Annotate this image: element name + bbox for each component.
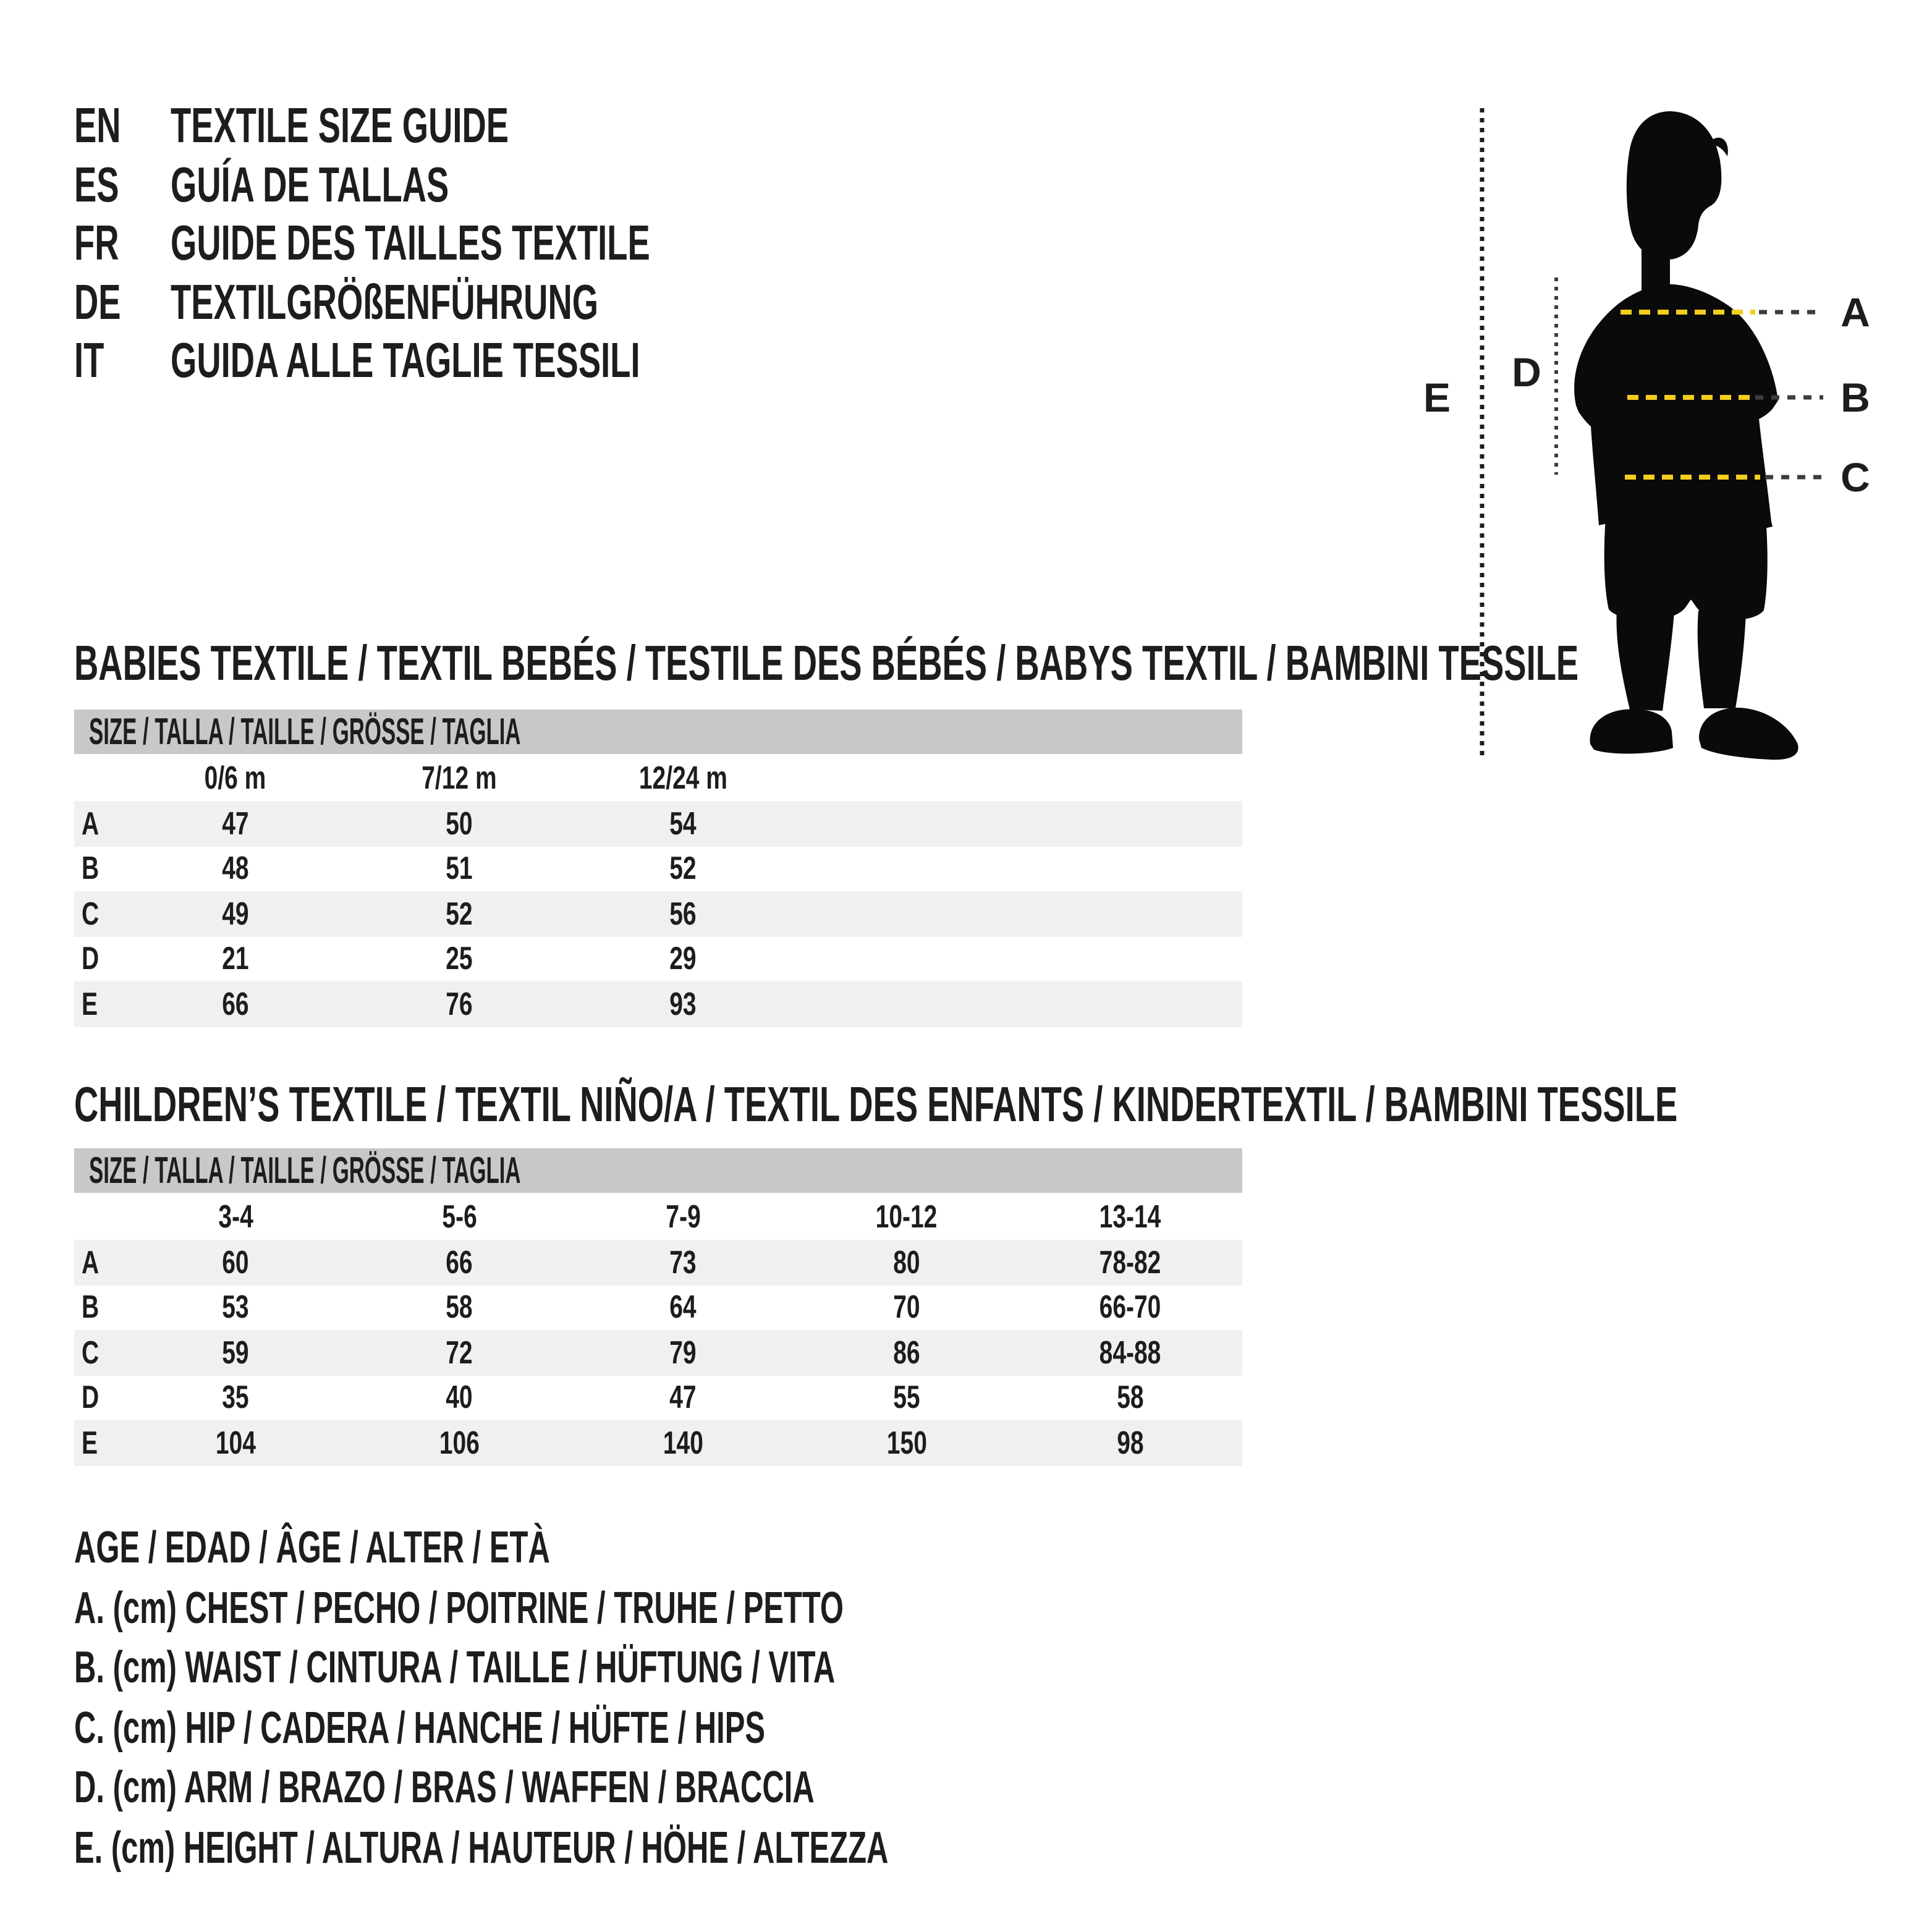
table-cell: 98 bbox=[1117, 1423, 1144, 1461]
corner-cell bbox=[74, 754, 124, 801]
filler-cell bbox=[795, 846, 1242, 891]
table-cell: 52 bbox=[669, 849, 697, 887]
table-cell: 59 bbox=[222, 1333, 249, 1371]
language-code: DE bbox=[74, 275, 121, 330]
table-cell: 150 bbox=[886, 1423, 927, 1461]
table-cell: 86 bbox=[893, 1333, 920, 1371]
babies-section-title: BABIES TEXTILE / TEXTIL BEBÉS / TESTILE DES BÉBÉS / BABYS TEXTIL / BAMBINI TESSILE bbox=[74, 637, 1579, 691]
table-cell: 53 bbox=[222, 1288, 249, 1326]
table-cell: 40 bbox=[446, 1378, 473, 1416]
children-age-header-row bbox=[74, 1193, 1242, 1240]
table-row bbox=[74, 801, 1242, 846]
language-header bbox=[74, 98, 876, 391]
row-label: A bbox=[82, 804, 100, 842]
table-cell: 21 bbox=[222, 939, 249, 977]
table-cell: 47 bbox=[669, 1378, 697, 1416]
row-label: B bbox=[82, 1288, 100, 1326]
filler-cell bbox=[795, 754, 1242, 801]
row-label: D bbox=[82, 1378, 100, 1416]
children-section-title: CHILDREN’S TEXTILE / TEXTIL NIÑO/A / TEXTIL DES ENFANTS / KINDERTEXTIL / BAMBINI TESSILE bbox=[74, 1078, 1678, 1132]
column-header: 7-9 bbox=[665, 1197, 701, 1234]
table-cell: 58 bbox=[1117, 1378, 1144, 1416]
table-cell: 51 bbox=[446, 849, 473, 887]
row-label: B bbox=[82, 849, 100, 887]
arm-label: D bbox=[1512, 349, 1541, 395]
silhouette-shirt bbox=[1574, 284, 1778, 533]
children-table bbox=[74, 1193, 1242, 1465]
table-cell: 70 bbox=[893, 1288, 920, 1326]
babies-size-table bbox=[74, 710, 1242, 1027]
children-size-table bbox=[74, 1148, 1242, 1465]
babies-size-header-bar: SIZE / TALLA / TAILLE / GRÖSSE / TAGLIA bbox=[74, 710, 1242, 754]
table-cell: 72 bbox=[446, 1333, 473, 1371]
language-code: ES bbox=[74, 158, 119, 213]
table-cell: 35 bbox=[222, 1378, 249, 1416]
column-header: 3-4 bbox=[218, 1197, 253, 1234]
table-cell: 55 bbox=[893, 1378, 920, 1416]
filler-cell bbox=[795, 891, 1242, 936]
legend-waist: B. (cm) WAIST / CINTURA / TAILLE / HÜFTUNG / VITA bbox=[74, 1642, 836, 1692]
table-cell: 60 bbox=[222, 1243, 249, 1281]
guide-title-de: TEXTILGRÖßENFÜHRUNG bbox=[171, 275, 599, 330]
column-header: 10-12 bbox=[876, 1197, 938, 1234]
children-size-header-bar: SIZE / TALLA / TAILLE / GRÖSSE / TAGLIA bbox=[74, 1148, 1242, 1193]
row-label: D bbox=[82, 939, 100, 977]
guide-title-it: GUIDA ALLE TAGLIE TESSILI bbox=[171, 334, 640, 389]
table-cell: 66 bbox=[222, 985, 249, 1022]
silhouette-left-shoe bbox=[1590, 709, 1673, 753]
column-header: 13-14 bbox=[1099, 1197, 1161, 1234]
filler-cell bbox=[795, 981, 1242, 1027]
filler-cell bbox=[795, 936, 1242, 981]
language-code: EN bbox=[74, 99, 121, 154]
guide-title-en: TEXTILE SIZE GUIDE bbox=[171, 99, 509, 154]
table-row bbox=[74, 936, 1242, 981]
table-cell: 54 bbox=[669, 804, 697, 842]
table-cell: 66-70 bbox=[1099, 1288, 1161, 1326]
legend-height: E. (cm) HEIGHT / ALTURA / HAUTEUR / HÖHE / ALTEZZA bbox=[74, 1821, 889, 1872]
babies-table bbox=[74, 754, 1242, 1027]
table-cell: 140 bbox=[663, 1423, 703, 1461]
table-cell: 48 bbox=[222, 849, 249, 887]
table-row bbox=[74, 1375, 1242, 1420]
language-code: IT bbox=[74, 334, 104, 389]
table-cell: 78-82 bbox=[1099, 1243, 1161, 1281]
row-label: C bbox=[82, 1333, 100, 1371]
height-label: E bbox=[1423, 375, 1451, 420]
table-cell: 80 bbox=[893, 1243, 920, 1281]
silhouette-right-shoe bbox=[1699, 708, 1799, 760]
table-row bbox=[74, 1285, 1242, 1330]
table-row bbox=[74, 891, 1242, 936]
table-row bbox=[74, 846, 1242, 891]
table-cell: 58 bbox=[446, 1288, 473, 1326]
language-code: FR bbox=[74, 216, 119, 271]
table-cell: 47 bbox=[222, 804, 249, 842]
column-header: 5-6 bbox=[441, 1197, 477, 1234]
babies-age-header-row bbox=[74, 754, 1242, 801]
table-cell: 93 bbox=[669, 985, 697, 1022]
chest-label: A bbox=[1841, 289, 1870, 335]
guide-title-fr: GUIDE DES TAILLES TEXTILE bbox=[171, 216, 650, 271]
legend-hip: C. (cm) HIP / CADERA / HANCHE / HÜFTE / HIPS bbox=[74, 1701, 766, 1752]
filler-cell bbox=[795, 801, 1242, 846]
column-header: 12/24 m bbox=[638, 758, 727, 795]
guide-title-es: GUÍA DE TALLAS bbox=[171, 158, 449, 213]
table-cell: 25 bbox=[446, 939, 473, 977]
table-cell: 106 bbox=[439, 1423, 480, 1461]
table-cell: 49 bbox=[222, 894, 249, 932]
row-label: A bbox=[82, 1243, 100, 1281]
row-label: C bbox=[82, 894, 100, 932]
legend-chest: A. (cm) CHEST / PECHO / POITRINE / TRUHE / PETTO bbox=[74, 1582, 844, 1632]
hip-label: C bbox=[1841, 454, 1870, 500]
row-label: E bbox=[82, 985, 98, 1022]
table-row bbox=[74, 1330, 1242, 1375]
column-header: 7/12 m bbox=[422, 758, 497, 795]
table-cell: 84-88 bbox=[1099, 1333, 1161, 1371]
table-cell: 56 bbox=[669, 894, 697, 932]
table-cell: 29 bbox=[669, 939, 697, 977]
table-cell: 64 bbox=[669, 1288, 697, 1326]
table-cell: 76 bbox=[446, 985, 473, 1022]
language-row-it bbox=[74, 333, 876, 391]
language-row-de bbox=[74, 274, 876, 333]
table-cell: 52 bbox=[446, 894, 473, 932]
table-row bbox=[74, 981, 1242, 1027]
table-row bbox=[74, 1420, 1242, 1465]
table-cell: 104 bbox=[215, 1423, 256, 1461]
silhouette-head bbox=[1627, 111, 1721, 260]
language-row-es bbox=[74, 156, 876, 215]
column-header: 0/6 m bbox=[205, 758, 266, 795]
waist-label: B bbox=[1841, 375, 1870, 420]
row-label: E bbox=[82, 1423, 98, 1461]
language-row-en bbox=[74, 98, 876, 156]
corner-cell bbox=[74, 1193, 124, 1240]
table-cell: 66 bbox=[446, 1243, 473, 1281]
table-cell: 73 bbox=[669, 1243, 697, 1281]
language-row-fr bbox=[74, 215, 876, 274]
table-row bbox=[74, 1240, 1242, 1285]
measurement-legend bbox=[74, 1518, 1271, 1878]
legend-arm: D. (cm) ARM / BRAZO / BRAS / WAFFEN / BRACCIA bbox=[74, 1761, 815, 1812]
silhouette-shorts bbox=[1604, 518, 1768, 620]
table-cell: 79 bbox=[669, 1333, 697, 1371]
legend-age: AGE / EDAD / ÂGE / ALTER / ETÀ bbox=[74, 1522, 550, 1572]
table-cell: 50 bbox=[446, 804, 473, 842]
